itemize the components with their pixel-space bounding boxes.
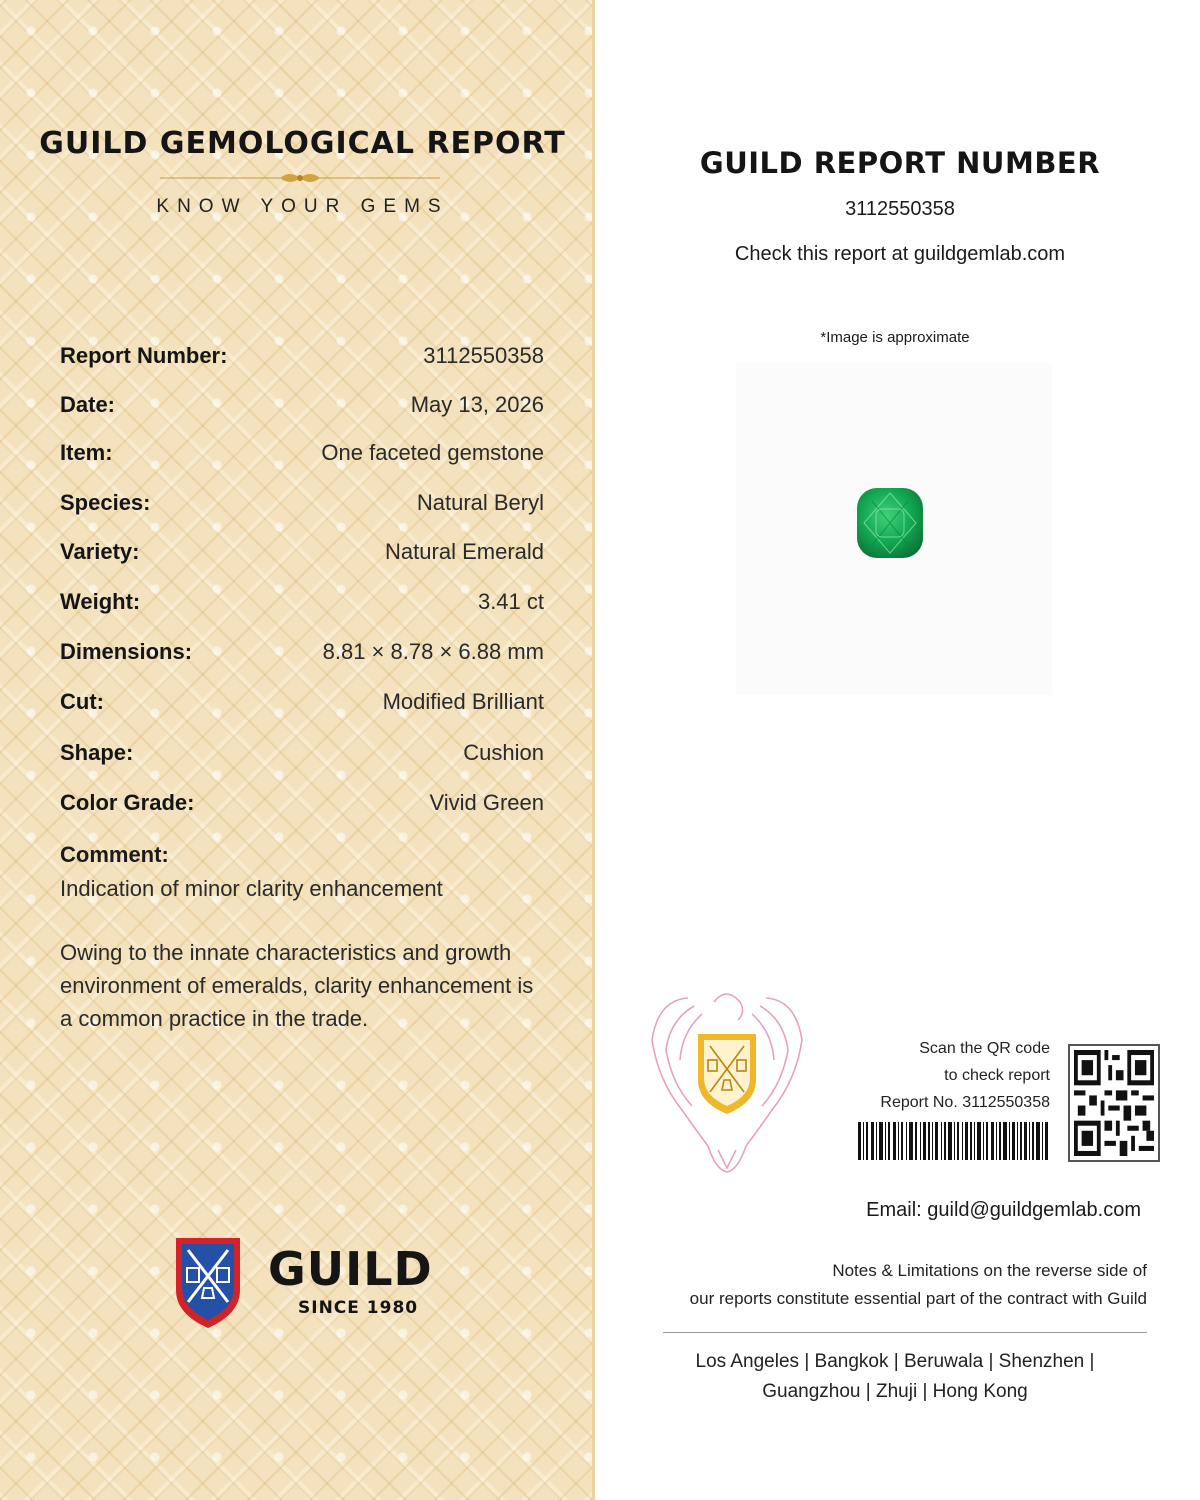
field-species: [60, 488, 544, 518]
report-subtitle: KNOW YOUR GEMS: [156, 196, 449, 217]
guild-since: SINCE 1980: [298, 1298, 419, 1318]
qr-code-icon[interactable]: [1068, 1044, 1160, 1162]
field-label: Species:: [60, 490, 151, 515]
field-value: Cushion: [463, 740, 544, 765]
report-number-heading: GUILD REPORT NUMBER: [699, 146, 1101, 180]
field-item: [60, 438, 544, 468]
emerald-gem-icon: [854, 485, 926, 561]
qr-code-pattern: [1074, 1050, 1154, 1156]
report-number: 3112550358: [845, 198, 955, 220]
field-label: Item:: [60, 440, 113, 465]
field-label: Dimensions:: [60, 639, 193, 664]
comment-text: Indication of minor clarity enhancement: [60, 876, 443, 901]
divider: [663, 1332, 1147, 1333]
image-approx-note: *Image is approximate: [820, 329, 970, 346]
field-cut: [60, 687, 544, 717]
field-report-number: [60, 341, 544, 371]
field-value: Modified Brilliant: [382, 689, 544, 714]
check-report-link[interactable]: Check this report at guildgemlab.com: [734, 243, 1066, 265]
guild-logo: [172, 1232, 462, 1332]
field-label: Cut:: [60, 689, 104, 714]
field-dimensions: [60, 637, 544, 667]
cities-line1: Los Angeles | Bangkok | Beruwala | Shenzhen |: [695, 1351, 1095, 1372]
guild-wordmark: GUILD: [268, 1242, 433, 1296]
cities-line2: Guangzhou | Zhuji | Hong Kong: [762, 1381, 1028, 1402]
field-value: 3.41 ct: [477, 589, 544, 614]
field-value: 8.81 × 8.78 × 6.88 mm: [322, 639, 544, 664]
field-shape: [60, 738, 544, 768]
notes-line2: our reports constitute essential part of the contract with Guild: [689, 1289, 1147, 1308]
field-value: Vivid Green: [429, 790, 544, 815]
field-weight: [60, 587, 544, 617]
scan-report-no: Report No. 3112550358: [880, 1094, 1050, 1111]
field-value: One faceted gemstone: [321, 440, 544, 465]
barcode-icon: [858, 1122, 1050, 1160]
field-label: Variety:: [60, 539, 140, 564]
field-color-grade: [60, 788, 544, 818]
contact-email[interactable]: Email: guild@guildgemlab.com: [866, 1199, 1141, 1221]
gem-image-frame: [736, 363, 1052, 695]
scan-qr-line1: Scan the QR code: [919, 1040, 1050, 1057]
field-date: [60, 390, 544, 420]
eagle-crest-icon: [648, 980, 806, 1176]
field-label: Color Grade:: [60, 790, 195, 815]
notes-line1: Notes & Limitations on the reverse side of: [832, 1261, 1147, 1280]
certificate-left-panel: [0, 0, 595, 1500]
field-value: 3112550358: [423, 343, 544, 368]
scan-qr-line2: to check report: [944, 1067, 1050, 1084]
field-label: Date:: [60, 392, 116, 417]
report-title: GUILD GEMOLOGICAL REPORT: [39, 126, 566, 161]
gold-ornament-icon: [160, 170, 440, 186]
guild-shield-logo-icon: [172, 1232, 244, 1330]
emerald-note: Owing to the innate characteristics and growth environment of emeralds, clarity enhancement is a common practice in the trade.: [60, 940, 534, 1031]
field-label: Shape:: [60, 740, 134, 765]
field-value: May 13, 2026: [410, 392, 544, 417]
field-value: Natural Beryl: [416, 490, 544, 515]
field-value: Natural Emerald: [385, 539, 544, 564]
comment-label: Comment:: [60, 842, 169, 867]
field-variety: [60, 537, 544, 567]
field-label: Weight:: [60, 589, 141, 614]
field-label: Report Number:: [60, 343, 228, 368]
